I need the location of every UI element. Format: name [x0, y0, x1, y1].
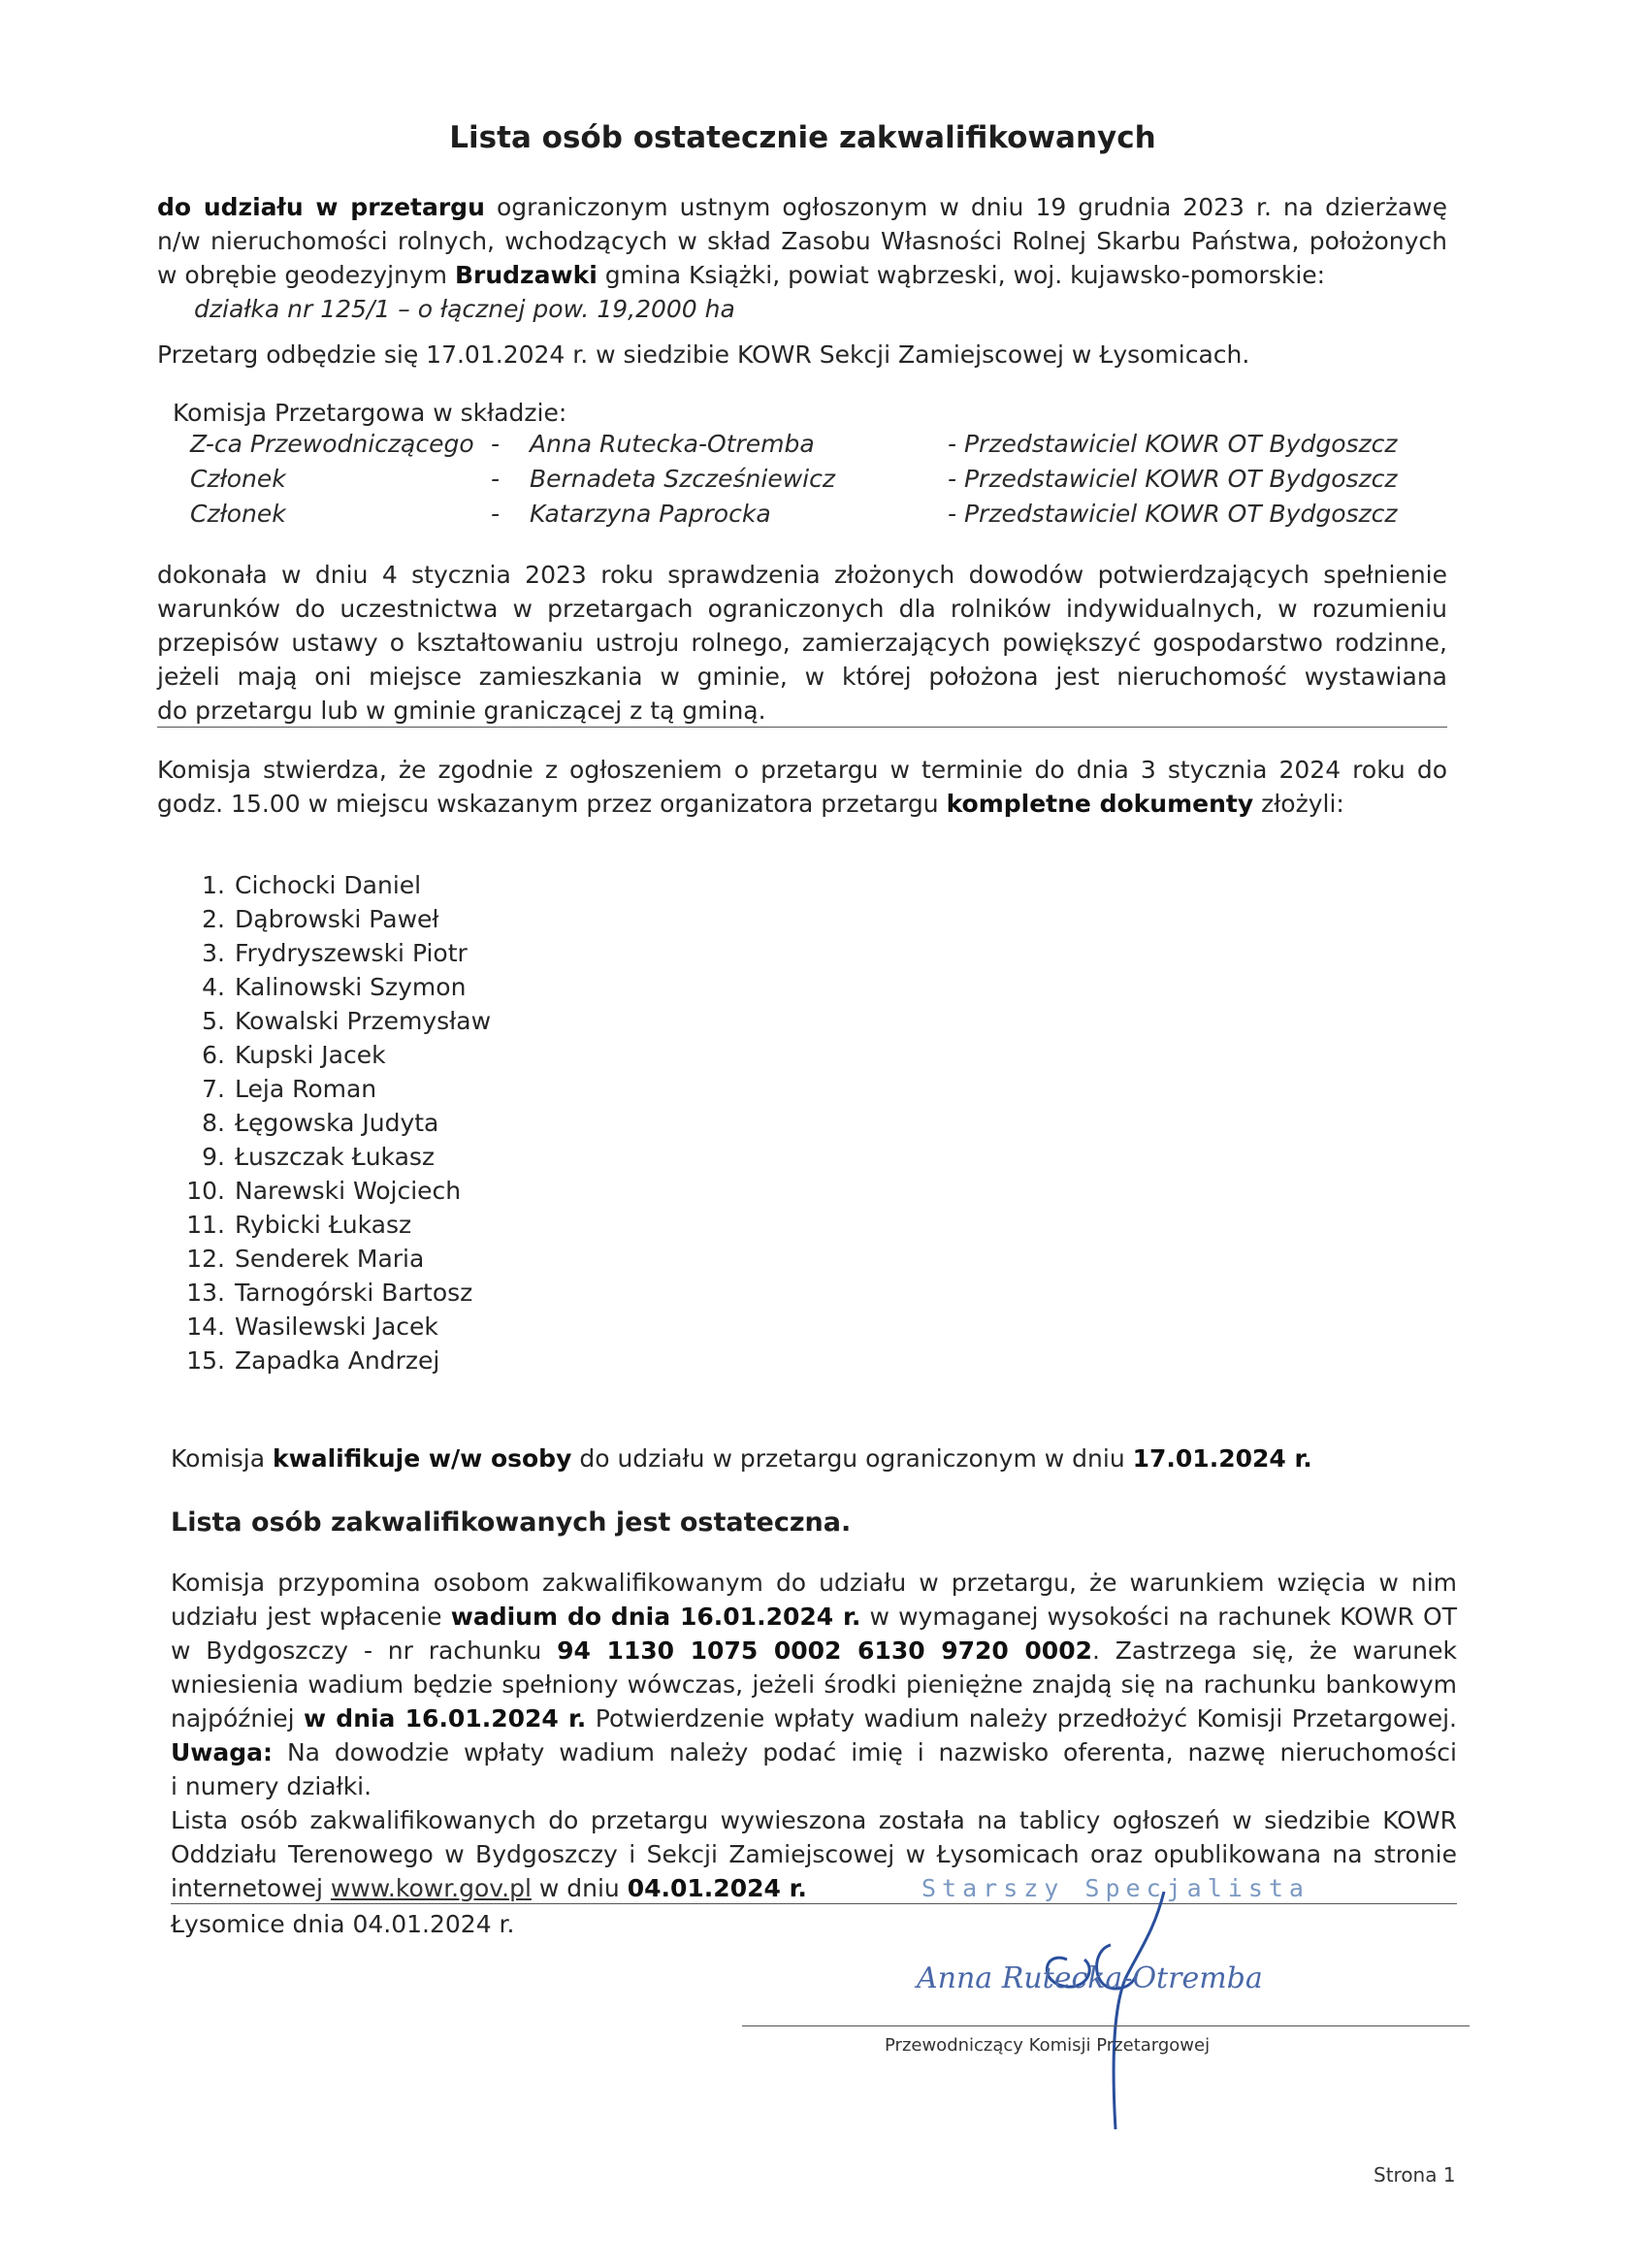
member-role: Członek [190, 465, 286, 493]
member-dash: - [491, 465, 501, 493]
list-number: 12. [186, 1245, 225, 1273]
signature-line [742, 2025, 1470, 2026]
member-dash: - [491, 430, 501, 458]
statement-line-2-a: godz. 15.00 w miejscu wskazanym przez organizatora przetargu [157, 790, 939, 818]
signature-caption: Przewodniczący Komisji Przetargowej [885, 2035, 1211, 2056]
list-item [180, 973, 466, 1001]
stamp-name: Anna Rutecka-Otremba [917, 1961, 1263, 1995]
list-item [180, 905, 439, 933]
list-item [180, 1211, 411, 1239]
member-org: - Przedstawiciel KOWR OT Bydgoszcz [948, 430, 1398, 458]
reminder-l3-a: w Bydgoszczy - nr rachunku [171, 1636, 542, 1665]
verification-line: warunków do uczestnictwa w przetargach ograniczonych dla rolników indywidualnych, w rozumieniu [157, 595, 1447, 623]
list-number: 1. [202, 871, 225, 899]
list-number: 10. [186, 1177, 225, 1205]
statement-line-2 [157, 787, 1344, 821]
divider [171, 1903, 1457, 1904]
verification-line: dokonała w dniu 4 stycznia 2023 roku sprawdzenia złożonych dowodów potwierdzających spełnienie [157, 561, 1447, 589]
participant-name: Łuszczak Łukasz [235, 1143, 436, 1171]
participant-name: Rybicki Łukasz [235, 1211, 412, 1239]
intro-line-3-b: gmina Książki, powiat wąbrzeski, woj. kujawsko-pomorskie: [604, 261, 1326, 289]
list-number: 11. [186, 1211, 225, 1239]
account-number: 94 1130 1075 0002 6130 9720 0002 [557, 1636, 1092, 1665]
reminder-line: Lista osób zakwalifikowanych do przetargu wywieszona została na tablicy ogłoszeń w siedzibie KOWR [171, 1806, 1457, 1834]
participant-name: Leja Roman [235, 1075, 377, 1103]
website-link[interactable]: www.kowr.gov.pl [330, 1874, 532, 1902]
list-number: 8. [202, 1109, 225, 1137]
reminder-line: Oddziału Terenowego w Bydgoszczy i Sekcji Zamiejscowej w Łysomicach oraz opublikowana na stronie [171, 1840, 1457, 1868]
list-number: 6. [202, 1041, 225, 1069]
intro-line-3 [157, 258, 1325, 292]
reminder-line: i numery działki. [171, 1772, 372, 1800]
locality-name: Brudzawki [454, 261, 598, 289]
reminder-l10-b: w dniu [538, 1874, 620, 1902]
list-number: 13. [186, 1279, 225, 1307]
participant-name: Kalinowski Szymon [235, 973, 467, 1001]
member-name: Anna Rutecka-Otremba [530, 430, 815, 458]
member-org: - Przedstawiciel KOWR OT Bydgoszcz [948, 500, 1398, 528]
complete-documents: kompletne dokumenty [946, 790, 1254, 818]
page-number: Strona 1 [1374, 2163, 1456, 2187]
reminder-line [171, 1735, 1457, 1769]
participant-name: Tarnogórski Bartosz [235, 1279, 473, 1307]
list-number: 9. [202, 1143, 225, 1171]
qualify-a: Komisja [171, 1444, 266, 1473]
note-label: Uwaga: [171, 1738, 274, 1766]
verification-line: jeżeli mają oni miejsce zamieszkania w gminie, w której położona jest nieruchomość wystawiana [157, 663, 1447, 691]
participant-name: Narewski Wojciech [235, 1177, 462, 1205]
list-item [180, 871, 421, 899]
participant-name: Cichocki Daniel [235, 871, 422, 899]
list-item [180, 939, 468, 967]
reminder-l6-b: Na dowodzie wpłaty wadium należy podać imię i nazwisko oferenta, nazwę nieruchomości [286, 1738, 1457, 1766]
participant-name: Kowalski Przemysław [235, 1007, 492, 1035]
participant-name: Frydryszewski Piotr [235, 939, 468, 967]
reminder-line [171, 1600, 1457, 1634]
verification-line: przepisów ustawy o kształtowaniu ustroju rolnego, zamierzających powiększyć gospodarstwo rodzinne, [157, 629, 1447, 657]
reminder-l5-a: najpóźniej [171, 1704, 295, 1733]
reminder-line [171, 1871, 807, 1905]
deposit-date: w dnia 16.01.2024 r. [303, 1704, 587, 1733]
reminder-l3-b: . Zastrzega się, że warunek [1092, 1636, 1457, 1665]
member-role: Członek [190, 500, 286, 528]
auction-line: Przetarg odbędzie się 17.01.2024 r. w siedzibie KOWR Sekcji Zamiejscowej w Łysomicach. [157, 340, 1250, 369]
member-name: Bernadeta Szcześniewicz [530, 465, 835, 493]
statement-line-2-b: złożyli: [1261, 790, 1344, 818]
list-item [180, 1007, 491, 1035]
document-title: Lista osób ostatecznie zakwalifikowanych [449, 120, 1156, 155]
qualify-b: do udziału w przetargu ograniczonym w dniu [579, 1444, 1125, 1473]
list-number: 5. [202, 1007, 225, 1035]
participant-name: Senderek Maria [235, 1245, 425, 1273]
reminder-line: Komisja przypomina osobom zakwalifikowanym do udziału w przetargu, że warunkiem wzięcia w nim [171, 1569, 1457, 1597]
list-number: 7. [202, 1075, 225, 1103]
reminder-line [171, 1701, 1457, 1735]
list-item [180, 1041, 386, 1069]
list-item [180, 1143, 435, 1171]
reminder-line: wniesienia wadium będzie spełniony wówczas, jeżeli środki pieniężne znajdą się na rachunku bankowym [171, 1670, 1457, 1699]
list-item [180, 1109, 438, 1137]
participant-name: Dąbrowski Paweł [235, 905, 439, 933]
signature-icon [1009, 1892, 1183, 2134]
list-item [180, 1245, 424, 1273]
member-org: - Przedstawiciel KOWR OT Bydgoszcz [948, 465, 1398, 493]
publication-date: 04.01.2024 r. [627, 1874, 807, 1902]
qualification-line [171, 1442, 1312, 1475]
auction-date: 17.01.2024 r. [1132, 1444, 1312, 1473]
commission-heading: Komisja Przetargowa w składzie: [173, 399, 567, 427]
list-number: 4. [202, 973, 225, 1001]
qualify-bold: kwalifikuje w/w osoby [273, 1444, 572, 1473]
member-name: Katarzyna Paprocka [530, 500, 771, 528]
intro-line-3-a: w obrębie geodezyjnym [157, 261, 448, 289]
reminder-l5-b: Potwierdzenie wpłaty wadium należy przedłożyć Komisji Przetargowej. [595, 1704, 1458, 1733]
list-item [180, 1346, 439, 1375]
list-item [180, 1075, 376, 1103]
list-number: 15. [186, 1346, 225, 1375]
participant-name: Łęgowska Judyta [235, 1109, 439, 1137]
member-dash: - [491, 500, 501, 528]
participant-name: Zapadka Andrzej [235, 1346, 440, 1375]
member-role: Z-ca Przewodniczącego [190, 430, 474, 458]
intro-line-2: n/w nieruchomości rolnych, wchodzących w skład Zasobu Własności Rolnej Skarbu Państwa, położonych [157, 227, 1447, 255]
reminder-l10-a: internetowej [171, 1874, 323, 1902]
participant-name: Wasilewski Jacek [235, 1312, 438, 1341]
reminder-l2-b: w wymaganej wysokości na rachunek KOWR OT [869, 1603, 1457, 1631]
list-item [180, 1279, 472, 1307]
list-item [180, 1177, 461, 1205]
place-date: Łysomice dnia 04.01.2024 r. [171, 1910, 515, 1938]
list-number: 14. [186, 1312, 225, 1341]
intro-line-1-text: ograniczonym ustnym ogłoszonym w dniu 19 grudnia 2023 r. na dzierżawę [496, 193, 1447, 221]
parcel-info: działka nr 125/1 – o łącznej pow. 19,2000 ha [194, 295, 735, 323]
list-number: 2. [202, 905, 225, 933]
intro-lead: do udziału w przetargu [157, 193, 485, 221]
stamp-title: Starszy Specjalista [922, 1874, 1310, 1902]
reminder-l2-a: udziału jest wpłacenie [171, 1603, 442, 1631]
list-number: 3. [202, 939, 225, 967]
divider [157, 727, 1447, 728]
statement-line-1: Komisja stwierdza, że zgodnie z ogłoszeniem o przetargu w terminie do dnia 3 stycznia 2024 roku do [157, 756, 1447, 784]
intro-line-1 [157, 190, 1447, 224]
final-heading: Lista osób zakwalifikowanych jest ostateczna. [171, 1507, 852, 1538]
reminder-line [171, 1634, 1457, 1668]
participant-name: Kupski Jacek [235, 1041, 386, 1069]
deposit-deadline: wadium do dnia 16.01.2024 r. [450, 1603, 861, 1631]
list-item [180, 1312, 438, 1341]
verification-line: do przetargu lub w gminie graniczącej z tą gminą. [157, 697, 766, 725]
